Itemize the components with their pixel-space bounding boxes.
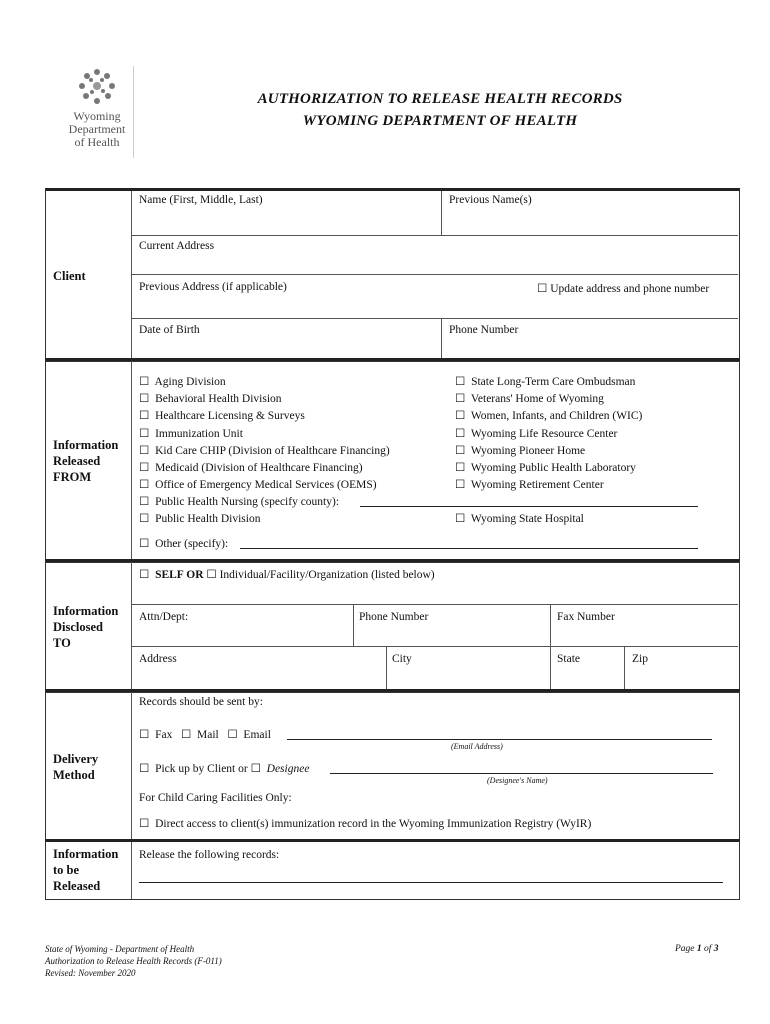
divider: [131, 361, 132, 562]
records-label: [53, 846, 118, 894]
checkbox-public-health-division[interactable]: ☐ Public Health Division: [139, 513, 261, 525]
logo-text-2: Department: [68, 122, 126, 136]
checkbox-fax[interactable]: ☐ Fax: [139, 729, 173, 741]
label-line: to be: [53, 863, 80, 877]
name-field-label[interactable]: Name (First, Middle, Last): [139, 194, 263, 206]
wdh-logo: [58, 66, 136, 149]
divider: [131, 692, 132, 839]
checkbox-life-resource-center[interactable]: ☐ Wyoming Life Resource Center: [455, 427, 618, 440]
from-left-column: [139, 374, 390, 494]
wdh-logo-icon: [75, 66, 119, 108]
released-from-label: [53, 437, 118, 485]
divider: [386, 646, 387, 692]
email-input[interactable]: [287, 729, 712, 740]
divider: [131, 562, 132, 692]
dob-field-label[interactable]: Date of Birth: [139, 324, 200, 336]
disclosed-to-label: [53, 603, 118, 651]
attn-field-label[interactable]: Attn/Dept:: [139, 611, 189, 623]
checkbox-aging-division[interactable]: ☐ Aging Division: [139, 376, 226, 388]
divider: [624, 646, 625, 692]
label-line: Information: [53, 438, 119, 452]
checkbox-pickup-client[interactable]: ☐ Pick up by Client or ☐ Designee: [139, 763, 310, 775]
from-right-column: [455, 374, 642, 494]
to-phone-field-label[interactable]: Phone Number: [359, 611, 429, 623]
divider: [131, 274, 738, 275]
label-line: Method: [53, 768, 95, 782]
checkbox-direct-access[interactable]: ☐ Direct access to client(s) immunization record in the Wyoming Immunization Registry (WyIR): [139, 818, 592, 830]
checkbox-medicaid[interactable]: ☐ Medicaid (Division of Healthcare Financing): [139, 462, 363, 475]
logo-text-3: of Health: [74, 135, 120, 149]
divider: [131, 842, 132, 899]
previous-names-field-label[interactable]: Previous Name(s): [449, 194, 532, 206]
checkbox-ombudsman[interactable]: ☐ State Long-Term Care Ombudsman: [455, 376, 636, 388]
footer-line: Revised: November 2020: [45, 968, 136, 978]
checkbox-oems[interactable]: ☐ Office of Emergency Medical Services (OEMS): [139, 479, 377, 492]
logo-text-1: Wyoming: [73, 109, 121, 123]
form-title: AUTHORIZATION TO RELEASE HEALTH RECORDS: [257, 91, 623, 107]
phone-field-label[interactable]: Phone Number: [449, 324, 519, 336]
designee-input[interactable]: [330, 763, 713, 774]
fax-field-label[interactable]: Fax Number: [557, 611, 615, 623]
update-address-checkbox[interactable]: ☐ Update address and phone number: [537, 283, 710, 295]
city-field-label[interactable]: City: [392, 653, 412, 665]
label-line: Information: [53, 604, 119, 618]
checkbox-state-hospital[interactable]: ☐ Wyoming State Hospital: [455, 513, 584, 525]
label-line: Released: [53, 454, 101, 468]
previous-address-field-label[interactable]: Previous Address (if applicable): [139, 281, 287, 293]
update-address-label: Update address and phone number: [550, 283, 710, 295]
current-address-field-label[interactable]: Current Address: [139, 240, 215, 252]
divider: [131, 646, 738, 647]
checkbox-email[interactable]: ☐ Email: [227, 729, 271, 741]
checkbox-mail[interactable]: ☐ Mail: [180, 729, 219, 741]
checkbox-public-health-nursing[interactable]: ☐ Public Health Nursing (specify county):: [139, 496, 340, 508]
checkbox-healthcare-licensing[interactable]: ☐ Healthcare Licensing & Surveys: [139, 410, 305, 423]
zip-field-label[interactable]: Zip: [632, 653, 648, 665]
logo-divider: [133, 66, 134, 158]
checkbox-individual[interactable]: ☐ Individual/Facility/Organization (listed below): [206, 569, 435, 581]
divider: [131, 604, 738, 605]
designee-caption: (Designee's Name): [487, 776, 548, 785]
checkbox-pioneer-home[interactable]: ☐ Wyoming Pioneer Home: [455, 444, 586, 457]
records-input[interactable]: [139, 872, 723, 883]
divider: [353, 604, 354, 646]
other-specify-input[interactable]: [240, 538, 698, 549]
label-line: Information: [53, 847, 119, 861]
divider: [131, 191, 132, 361]
checkbox-retirement-center[interactable]: ☐ Wyoming Retirement Center: [455, 479, 604, 492]
designee-label: Designee: [266, 763, 310, 775]
footer-line: State of Wyoming - Department of Health: [45, 944, 195, 954]
label-line: Disclosed: [53, 620, 103, 634]
footer-line: Authorization to Release Health Records (F-011): [45, 956, 222, 966]
label-line: TO: [53, 636, 71, 650]
page-number: Page 1 of 3: [675, 944, 719, 954]
checkbox-behavioral-health[interactable]: ☐ Behavioral Health Division: [139, 393, 282, 406]
recipient-choice: [139, 567, 435, 581]
county-input[interactable]: [360, 496, 698, 507]
checkbox-immunization-unit[interactable]: ☐ Immunization Unit: [139, 427, 243, 440]
form-subtitle: WYOMING DEPARTMENT OF HEALTH: [302, 113, 578, 129]
divider: [131, 318, 738, 319]
checkbox-wic[interactable]: ☐ Women, Infants, and Children (WIC): [455, 410, 643, 423]
release-records-label: Release the following records:: [139, 849, 280, 861]
state-field-label[interactable]: State: [557, 653, 580, 665]
checkbox-public-health-lab[interactable]: ☐ Wyoming Public Health Laboratory: [455, 462, 636, 475]
label-line: Released: [53, 879, 101, 893]
divider: [441, 191, 442, 235]
divider: [550, 604, 551, 692]
client-label: Client: [53, 269, 86, 283]
checkbox-kid-care-chip[interactable]: ☐ Kid Care CHIP (Division of Healthcare Financing): [139, 444, 390, 457]
checkbox-self[interactable]: ☐ SELF OR: [139, 569, 204, 581]
divider: [131, 235, 738, 236]
child-caring-label: For Child Caring Facilities Only:: [139, 792, 292, 804]
label-line: Delivery: [53, 752, 99, 766]
email-caption: (Email Address): [451, 742, 503, 751]
delivery-method-label: [53, 751, 98, 783]
to-address-field-label[interactable]: Address: [139, 653, 177, 665]
checkbox-veterans-home[interactable]: ☐ Veterans' Home of Wyoming: [455, 393, 604, 406]
delivery-options: [139, 727, 271, 741]
divider: [441, 318, 442, 358]
label-line: FROM: [53, 470, 92, 484]
footer-info: [45, 943, 222, 979]
checkbox-other[interactable]: ☐ Other (specify):: [139, 538, 229, 550]
sent-by-label: Records should be sent by:: [139, 696, 263, 708]
